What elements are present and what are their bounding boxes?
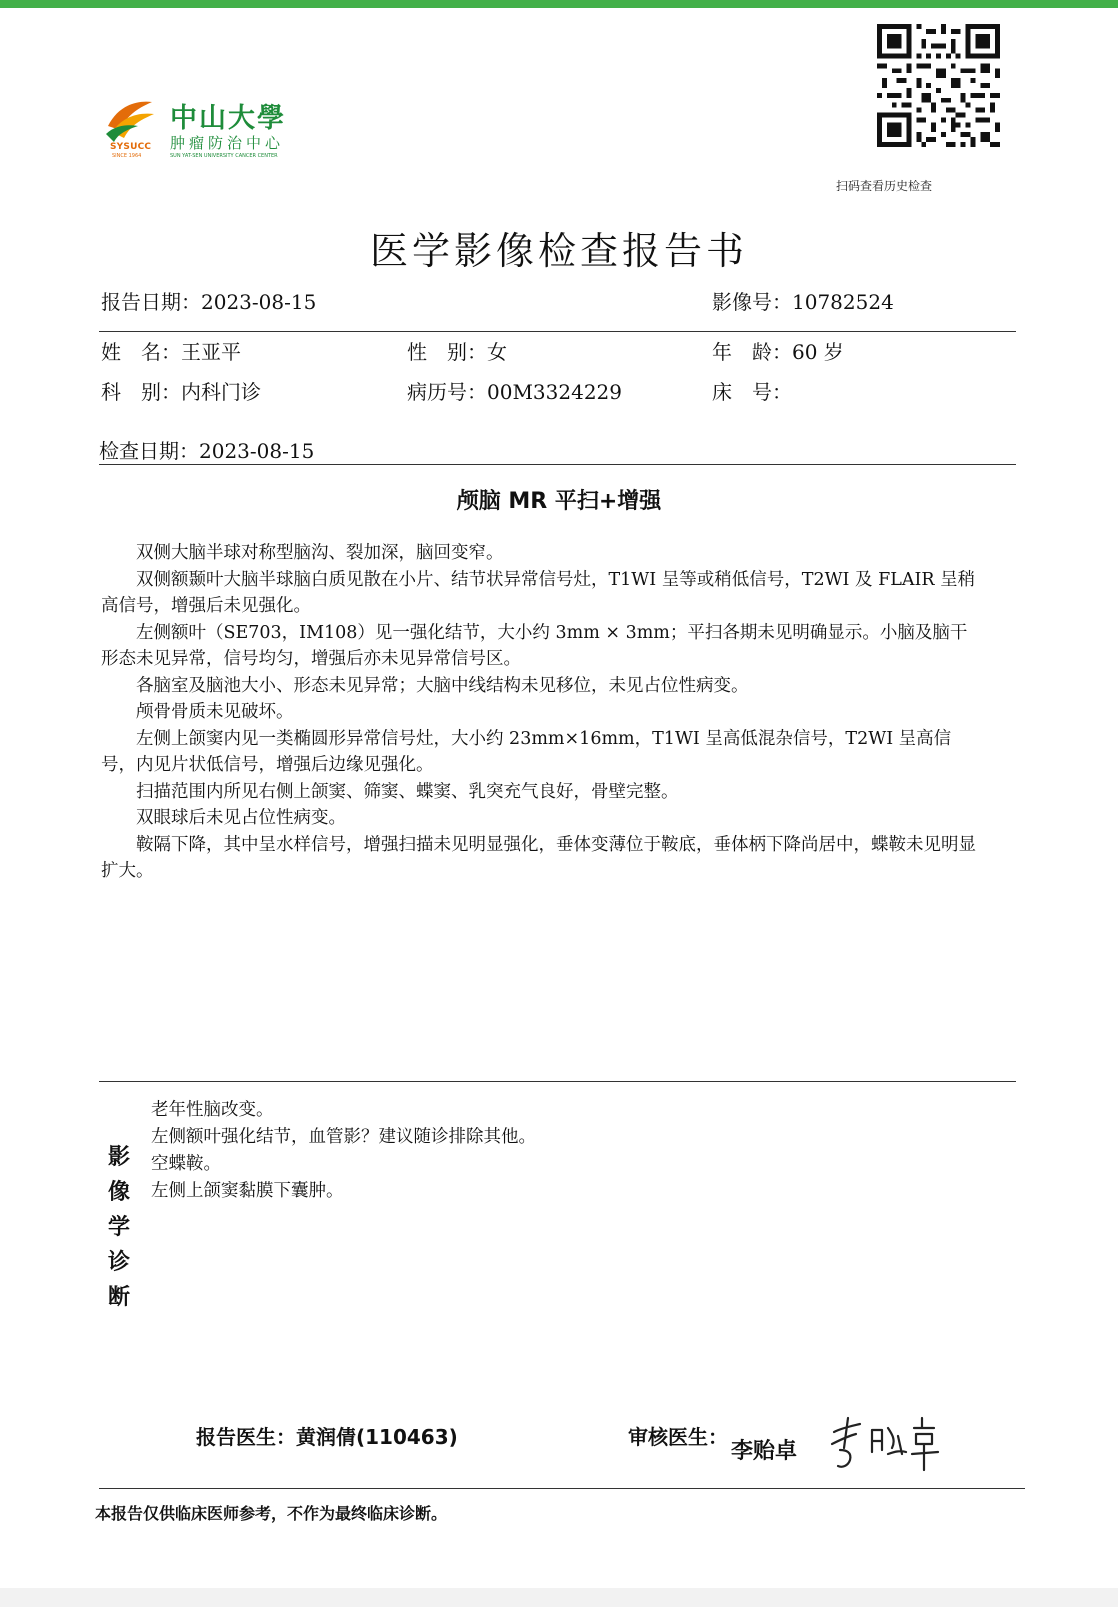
image-no-label: 影像号： (712, 290, 792, 314)
bottom-bar (0, 1588, 1118, 1607)
record-no-field (407, 376, 622, 405)
report-date-field (101, 286, 316, 315)
patient-sex-value: 女 (487, 340, 507, 364)
patient-name-value: 王亚平 (181, 340, 241, 364)
logo-abbr: SYSUCC (110, 142, 152, 152)
exam-date-label: 检查日期： (99, 439, 199, 463)
report-date-value: 2023-08-15 (201, 290, 317, 314)
diagnosis-label-char: 诊 (107, 1250, 130, 1275)
disclaimer: 本报告仅供临床医师参考，不作为最终临床诊断。 (95, 1504, 448, 1523)
finding-paragraph: 左侧额叶（SE703，IM108）见一强化结节，大小约 3mm × 3mm；平扫各期未见明确显示。小脑及脑干形态未见异常，信号均匀，增强后亦未见异常信号区。 (101, 622, 968, 669)
diagnosis-item: 左侧上颌窦黏膜下囊肿。 (151, 1181, 344, 1201)
patient-age-label: 年 龄： (712, 340, 792, 364)
image-no-value: 10782524 (792, 290, 894, 314)
patient-age-field (712, 336, 844, 365)
finding-paragraph: 鞍隔下降，其中呈水样信号，增强扫描未见明显强化，垂体变薄位于鞍底，垂体柄下降尚居中，蝶鞍未见明显扩大。 (101, 834, 976, 881)
divider (99, 1081, 1016, 1082)
bed-no-field (712, 376, 792, 405)
qr-caption: 扫码查看历史检查 (836, 179, 933, 193)
exam-date-field (99, 435, 314, 464)
diagnosis-item: 空蝶鞍。 (151, 1154, 221, 1174)
patient-sex-label: 性 别： (407, 340, 487, 364)
logo-name: 中山大學 (170, 103, 286, 134)
finding-paragraph: 扫描范围内所见右侧上颌窦、筛窦、蝶窦、乳突充气良好，骨壁完整。 (136, 781, 679, 802)
hospital-logo (104, 96, 304, 162)
diagnosis-label (104, 1140, 134, 1315)
dept-value: 内科门诊 (181, 380, 261, 404)
patient-age-value: 60 岁 (792, 340, 844, 364)
divider (99, 464, 1016, 465)
diagnosis-item: 左侧额叶强化结节，血管影？建议随诊排除其他。 (151, 1127, 536, 1147)
finding-paragraph: 双眼球后未见占位性病变。 (136, 808, 346, 828)
patient-name-field (101, 336, 241, 365)
report-doctor-name: 黄润倩(110463) (296, 1425, 458, 1449)
exam-date-value: 2023-08-15 (199, 439, 315, 463)
divider (99, 331, 1016, 332)
review-doctor-name: 李贻卓 (731, 1439, 798, 1464)
patient-name-label: 姓 名： (101, 340, 181, 364)
diagnosis-label-char: 断 (107, 1285, 130, 1310)
logo-since: SINCE 1964 (112, 153, 142, 159)
divider (99, 1488, 1025, 1489)
logo-subname: 肿瘤防治中心 (170, 134, 285, 152)
dept-label: 科 别： (101, 380, 181, 404)
diagnosis-item: 老年性脑改变。 (151, 1100, 274, 1120)
patient-sex-field (407, 336, 507, 365)
diagnosis-section (151, 1097, 971, 1205)
handwritten-signature (826, 1414, 956, 1474)
exam-title: 颅脑 MR 平扫+增强 (456, 489, 662, 514)
logo-english-name: SUN YAT-SEN UNIVERSITY CANCER CENTER (170, 153, 278, 159)
record-no-label: 病历号： (407, 380, 487, 404)
diagnosis-label-char: 学 (107, 1215, 130, 1240)
report-title: 医学影像检查报告书 (369, 229, 748, 273)
findings-section (101, 540, 981, 885)
review-doctor-label: 审核医生： (628, 1425, 728, 1449)
report-date-label: 报告日期： (101, 290, 201, 314)
qr-code-icon[interactable] (877, 24, 1000, 147)
top-accent-bar (0, 0, 1118, 8)
finding-paragraph: 左侧上颌窦内见一类椭圆形异常信号灶，大小约 23mm×16mm，T1WI 呈高低混杂信号，T2WI 呈高信号，内见片状低信号，增强后边缘见强化。 (101, 728, 952, 775)
finding-paragraph: 各脑室及脑池大小、形态未见异常；大脑中线结构未见移位，未见占位性病变。 (136, 675, 749, 696)
report-doctor (196, 1421, 458, 1450)
diagnosis-label-char: 像 (107, 1180, 130, 1205)
finding-paragraph: 双侧大脑半球对称型脑沟、裂加深，脑回变窄。 (136, 543, 504, 563)
bed-no-label: 床 号： (712, 380, 792, 404)
image-no-field (712, 286, 894, 315)
finding-paragraph: 颅骨骨质未见破坏。 (136, 702, 294, 722)
report-doctor-label: 报告医生： (196, 1425, 296, 1449)
finding-paragraph: 双侧额颞叶大脑半球脑白质见散在小片、结节状异常信号灶，T1WI 呈等或稍低信号，T2WI 及 FLAIR 呈稍高信号，增强后未见强化。 (101, 569, 976, 616)
diagnosis-label-char: 影 (107, 1145, 130, 1170)
dept-field (101, 376, 261, 405)
record-no-value: 00M3324229 (487, 380, 622, 404)
